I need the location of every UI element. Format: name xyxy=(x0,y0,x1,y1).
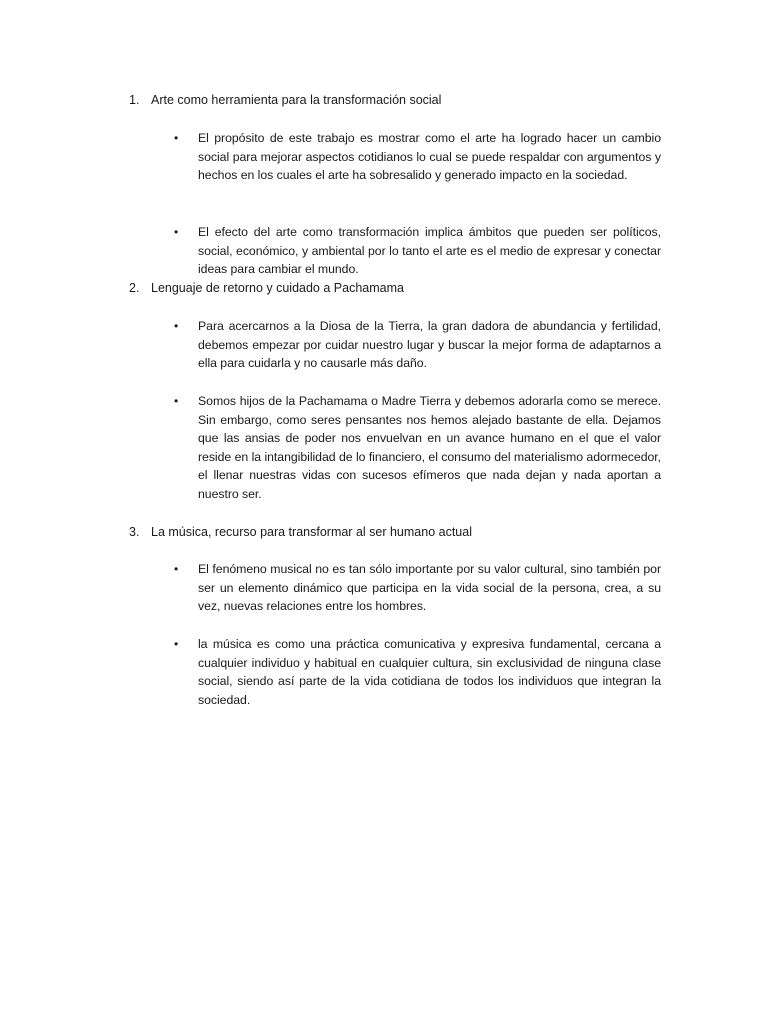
bullet-icon: • xyxy=(174,394,179,408)
section-number: 1. xyxy=(129,93,140,107)
section-heading-2 xyxy=(129,279,404,297)
section-heading-1 xyxy=(129,91,441,109)
bullet-icon: • xyxy=(174,637,179,651)
section-number: 3. xyxy=(129,525,140,539)
bullet-icon: • xyxy=(174,562,179,576)
paragraph: El propósito de este trabajo es mostrar como el arte ha logrado hacer un cambio social para mejorar aspectos cotidianos lo cual se puede respaldar con argumentos y hechos en los cuales el arte ha sobresalido y generado impacto en la sociedad. xyxy=(198,131,661,183)
bullet-icon: • xyxy=(174,131,179,145)
paragraph: Somos hijos de la Pachamama o Madre Tierra y debemos adorarla como se merece. Sin embargo, como seres pensantes nos hemos alejado bastante de ella. Dejamos que las ansias de poder nos envuelvan en un avance humano en el que el valor reside en la intangibilidad de lo financiero, el consumo del materialismo adormecedor, el llenar nuestras vidas con sucesos efímeros que nada dejan y nada aportan a nuestro ser. xyxy=(198,394,661,501)
section-number: 2. xyxy=(129,281,140,295)
paragraph: Para acercarnos a la Diosa de la Tierra, la gran dadora de abundancia y fertilidad, debemos empezar por cuidar nuestro lugar y buscar la mejor forma de adaptarnos a ella para cuidarla y no causarle más daño. xyxy=(198,319,661,371)
bullet-icon: • xyxy=(174,319,179,333)
paragraph: El efecto del arte como transformación implica ámbitos que pueden ser políticos, social, económico, y ambiental por lo tanto el arte es el medio de expresar y conectar ideas para cambiar el mundo. xyxy=(198,225,661,277)
section-title: Lenguaje de retorno y cuidado a Pachamama xyxy=(151,281,404,295)
bullet-icon: • xyxy=(174,225,179,239)
paragraph: El fenómeno musical no es tan sólo importante por su valor cultural, sino también por ser un elemento dinámico que participa en la vida social de la persona, crea, a su vez, nuevas relaciones entre los hombres. xyxy=(198,562,661,614)
section-heading-3 xyxy=(129,523,472,541)
section-title: La música, recurso para transformar al ser humano actual xyxy=(151,525,472,539)
section-title: Arte como herramienta para la transformación social xyxy=(151,93,442,107)
paragraph: la música es como una práctica comunicativa y expresiva fundamental, cercana a cualquier individuo y habitual en cualquier cultura, sin exclusividad de ninguna clase social, siendo así parte de la vida cotidiana de todos los individuos que integran la sociedad. xyxy=(198,637,661,707)
